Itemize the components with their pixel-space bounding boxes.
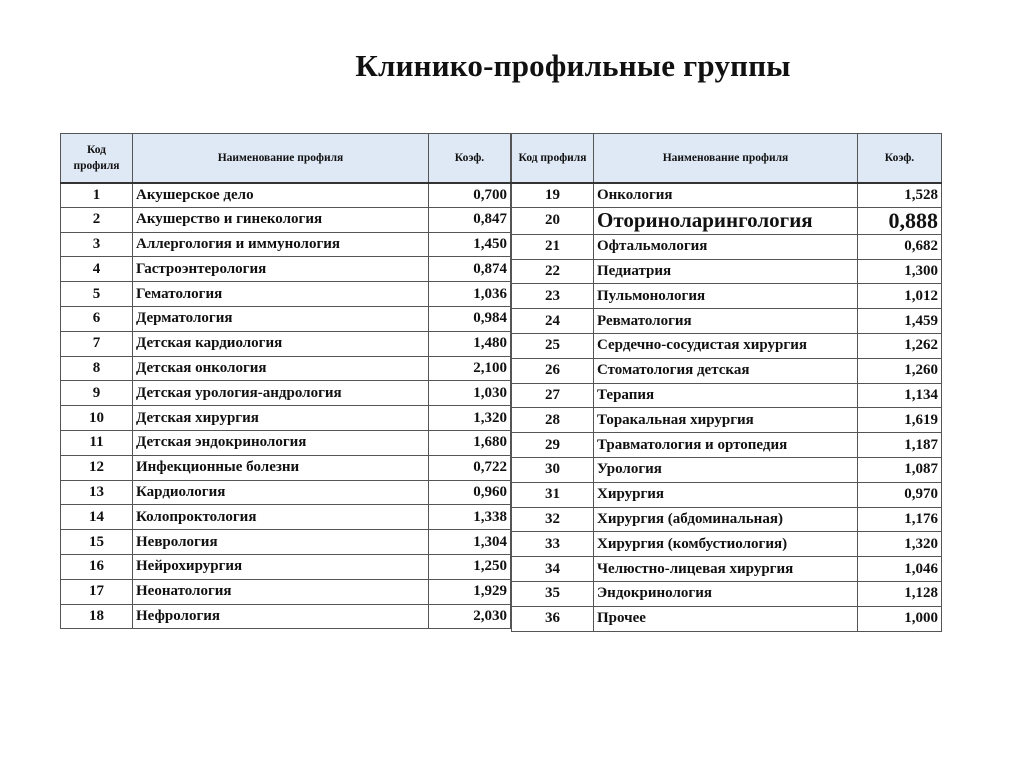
row-name: Гастроэнтерология [133, 257, 429, 282]
row-coef: 0,970 [858, 482, 942, 507]
table-row [512, 383, 942, 408]
row-coef: 1,320 [858, 532, 942, 557]
row-code: 3 [61, 232, 133, 257]
row-code: 30 [512, 457, 594, 482]
table-row [61, 356, 511, 381]
table-row [61, 331, 511, 356]
table-row [512, 581, 942, 606]
row-code: 6 [61, 306, 133, 331]
row-name: Урология [594, 457, 858, 482]
row-code: 25 [512, 333, 594, 358]
row-code: 2 [61, 207, 133, 232]
row-coef: 1,036 [429, 282, 511, 307]
row-coef: 0,847 [429, 207, 511, 232]
header-name: Наименование профиля [133, 134, 429, 183]
table-body-left [61, 183, 511, 629]
table-row [61, 232, 511, 257]
row-code: 32 [512, 507, 594, 532]
header-coef: Коэф. [858, 134, 942, 183]
row-name: Неонатология [133, 579, 429, 604]
row-name: Инфекционные болезни [133, 455, 429, 480]
row-code: 7 [61, 331, 133, 356]
row-name: Терапия [594, 383, 858, 408]
row-name: Пульмонология [594, 284, 858, 309]
row-coef: 0,722 [429, 455, 511, 480]
row-name: Гематология [133, 282, 429, 307]
header-code: Код профиля [512, 134, 594, 183]
table-row [512, 309, 942, 334]
row-code: 28 [512, 408, 594, 433]
row-name: Нейрохирургия [133, 554, 429, 579]
row-code: 8 [61, 356, 133, 381]
row-name: Детская хирургия [133, 406, 429, 431]
row-name: Неврология [133, 530, 429, 555]
table-row [512, 207, 942, 234]
row-code: 26 [512, 358, 594, 383]
row-coef: 1,680 [429, 430, 511, 455]
row-name: Офтальмология [594, 234, 858, 259]
row-code: 27 [512, 383, 594, 408]
table-row [61, 257, 511, 282]
row-code: 34 [512, 557, 594, 582]
row-coef: 1,030 [429, 381, 511, 406]
row-name: Хирургия (комбустиология) [594, 532, 858, 557]
table-row [512, 358, 942, 383]
row-coef: 0,874 [429, 257, 511, 282]
profile-table-left [60, 133, 511, 629]
table-row [61, 579, 511, 604]
page-title: Клинико-профильные группы [355, 48, 791, 83]
row-code: 13 [61, 480, 133, 505]
row-coef: 1,304 [429, 530, 511, 555]
row-coef: 1,528 [858, 183, 942, 208]
row-name: Педиатрия [594, 259, 858, 284]
table-row [512, 457, 942, 482]
row-name: Детская эндокринология [133, 430, 429, 455]
row-code: 9 [61, 381, 133, 406]
row-coef: 1,480 [429, 331, 511, 356]
row-name: Челюстно-лицевая хирургия [594, 557, 858, 582]
row-coef: 0,984 [429, 306, 511, 331]
row-code: 1 [61, 183, 133, 208]
row-coef: 1,250 [429, 554, 511, 579]
table-row [512, 433, 942, 458]
row-name: Колопроктология [133, 505, 429, 530]
header-coef: Коэф. [429, 134, 511, 183]
row-code: 22 [512, 259, 594, 284]
row-coef: 1,450 [429, 232, 511, 257]
row-name: Оториноларингология [594, 207, 858, 234]
row-name: Эндокринология [594, 581, 858, 606]
table-row [512, 183, 942, 208]
row-coef: 2,100 [429, 356, 511, 381]
table-row [61, 604, 511, 629]
row-code: 36 [512, 606, 594, 631]
table-row [512, 333, 942, 358]
table-row [61, 505, 511, 530]
row-code: 12 [61, 455, 133, 480]
row-code: 16 [61, 554, 133, 579]
row-code: 4 [61, 257, 133, 282]
table-row [512, 408, 942, 433]
table-row [512, 284, 942, 309]
table-row [61, 554, 511, 579]
table-row [512, 606, 942, 631]
table-row [61, 430, 511, 455]
row-name: Детская кардиология [133, 331, 429, 356]
row-name: Аллергология и иммунология [133, 232, 429, 257]
row-code: 33 [512, 532, 594, 557]
profile-table-right [511, 133, 942, 632]
row-name: Хирургия [594, 482, 858, 507]
table-row [61, 381, 511, 406]
table-header-row [512, 134, 942, 183]
row-coef: 1,046 [858, 557, 942, 582]
row-coef: 1,300 [858, 259, 942, 284]
table-row [61, 306, 511, 331]
row-code: 20 [512, 207, 594, 234]
row-coef: 1,134 [858, 383, 942, 408]
row-code: 5 [61, 282, 133, 307]
row-coef: 0,682 [858, 234, 942, 259]
row-coef: 1,128 [858, 581, 942, 606]
row-coef: 1,000 [858, 606, 942, 631]
table-row [61, 406, 511, 431]
row-coef: 1,320 [429, 406, 511, 431]
row-code: 35 [512, 581, 594, 606]
row-coef: 1,187 [858, 433, 942, 458]
row-coef: 0,888 [858, 207, 942, 234]
table-row [512, 532, 942, 557]
row-code: 14 [61, 505, 133, 530]
table-row [61, 282, 511, 307]
row-code: 18 [61, 604, 133, 629]
table-row [61, 207, 511, 232]
row-name: Стоматология детская [594, 358, 858, 383]
table-row [61, 480, 511, 505]
row-name: Прочее [594, 606, 858, 631]
row-code: 19 [512, 183, 594, 208]
row-name: Детская онкология [133, 356, 429, 381]
row-coef: 2,030 [429, 604, 511, 629]
row-name: Акушерское дело [133, 183, 429, 208]
row-coef: 1,929 [429, 579, 511, 604]
row-coef: 1,087 [858, 457, 942, 482]
row-coef: 1,619 [858, 408, 942, 433]
row-name: Детская урология-андрология [133, 381, 429, 406]
row-code: 10 [61, 406, 133, 431]
row-name: Дерматология [133, 306, 429, 331]
table-row [61, 455, 511, 480]
row-name: Акушерство и гинекология [133, 207, 429, 232]
row-code: 11 [61, 430, 133, 455]
row-code: 15 [61, 530, 133, 555]
row-coef: 1,176 [858, 507, 942, 532]
row-code: 31 [512, 482, 594, 507]
row-name: Травматология и ортопедия [594, 433, 858, 458]
table-body-right [512, 183, 942, 632]
row-coef: 1,459 [858, 309, 942, 334]
row-code: 21 [512, 234, 594, 259]
row-name: Кардиология [133, 480, 429, 505]
row-coef: 1,262 [858, 333, 942, 358]
row-name: Ревматология [594, 309, 858, 334]
table-row [512, 557, 942, 582]
table-row [61, 183, 511, 208]
row-coef: 1,338 [429, 505, 511, 530]
row-code: 29 [512, 433, 594, 458]
row-coef: 0,960 [429, 480, 511, 505]
row-coef: 0,700 [429, 183, 511, 208]
table-header-row [61, 134, 511, 183]
row-coef: 1,012 [858, 284, 942, 309]
row-code: 17 [61, 579, 133, 604]
row-name: Онкология [594, 183, 858, 208]
row-coef: 1,260 [858, 358, 942, 383]
row-name: Торакальная хирургия [594, 408, 858, 433]
header-code: Код профиля [61, 134, 133, 183]
header-name: Наименование профиля [594, 134, 858, 183]
row-name: Нефрология [133, 604, 429, 629]
table-row [512, 259, 942, 284]
row-name: Хирургия (абдоминальная) [594, 507, 858, 532]
table-row [61, 530, 511, 555]
profile-tables [60, 133, 942, 632]
row-code: 23 [512, 284, 594, 309]
table-row [512, 482, 942, 507]
row-name: Сердечно-сосудистая хирургия [594, 333, 858, 358]
table-row [512, 234, 942, 259]
row-code: 24 [512, 309, 594, 334]
table-row [512, 507, 942, 532]
